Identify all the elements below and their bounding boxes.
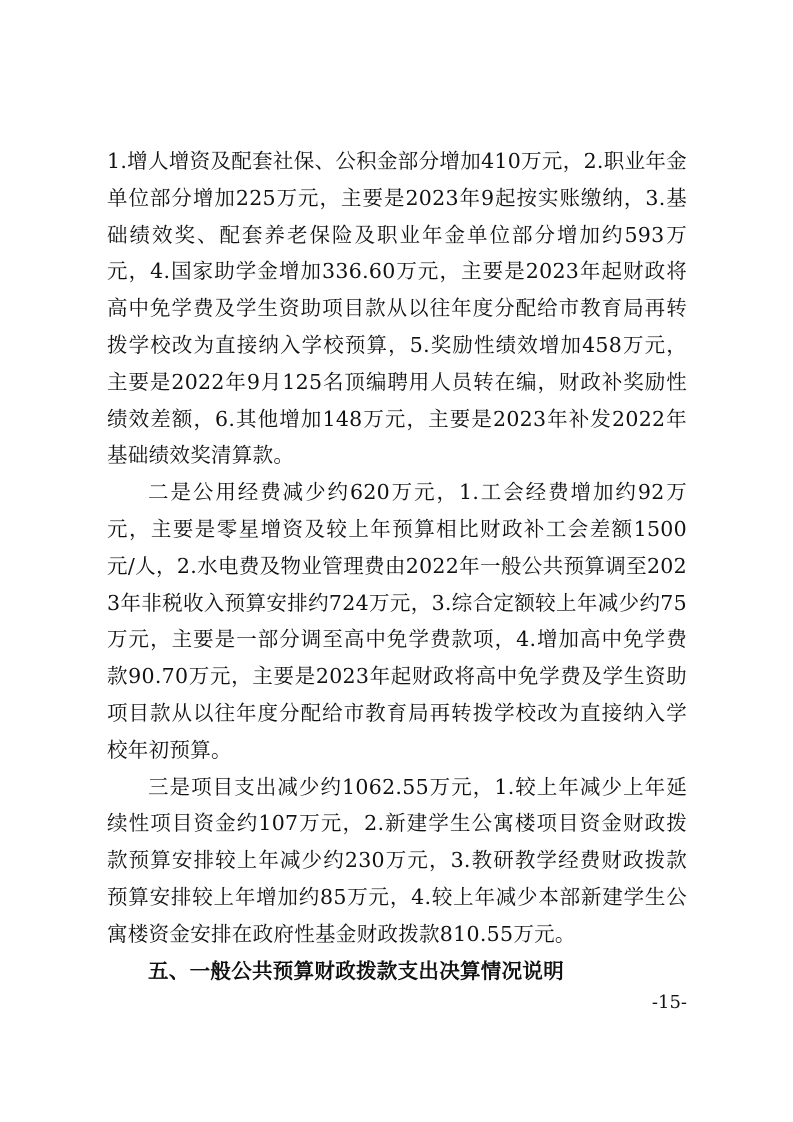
paragraph-project-expense: 三是项目支出减少约1062.55万元，1.较上年减少上年延续性项目资金约107万元，2.新建学生公寓楼项目资金财政拨款预算安排较上年减少约230万元，3.教研教学经费财政拨款预算安排较上年增加约85万元，4.较上年减少本部新建学生公寓楼资金安排在政府性基金财政拨款810.55万元。	[107, 774, 687, 946]
paragraph-personnel-increase: 1.增人增资及配套社保、公积金部分增加410万元，2.职业年金单位部分增加225万元，主要是2023年9起按实账缴纳，3.基础绩效奖、配套养老保险及职业年金单位部分增加约593万元，4.国家助学金增加336.60万元，主要是2023年起财政将高中免学费及学生资助项目款从以往年度分配给市教育局再转拨学校改为直接纳入学校预算，5.奖励性绩效增加458万元，主要是2022年9月125名顶编聘用人员转在编，财政补奖励性绩效差额，6.其他增加148万元，主要是2023年补发2022年基础绩效奖清算款。	[107, 149, 687, 468]
document-body	[107, 143, 687, 989]
section-heading: 五、一般公共预算财政拨款支出决算情况说明	[148, 958, 564, 983]
paragraph-public-expense: 二是公用经费减少约620万元，1.工会经费增加约92万元，主要是零星增资及较上年预算相比财政补工会差额1500元/人，2.水电费及物业管理费由2022年一般公共预算调至2023年非税收入预算安排约724万元，3.综合定额较上年减少约75万元，主要是一部分调至高中免学费款项，4.增加高中免学费款90.70万元，主要是2023年起财政将高中免学费及学生资助项目款从以往年度分配给市教育局再转拨学校改为直接纳入学校年初预算。	[107, 480, 687, 762]
page-number: -15-	[651, 992, 687, 1013]
